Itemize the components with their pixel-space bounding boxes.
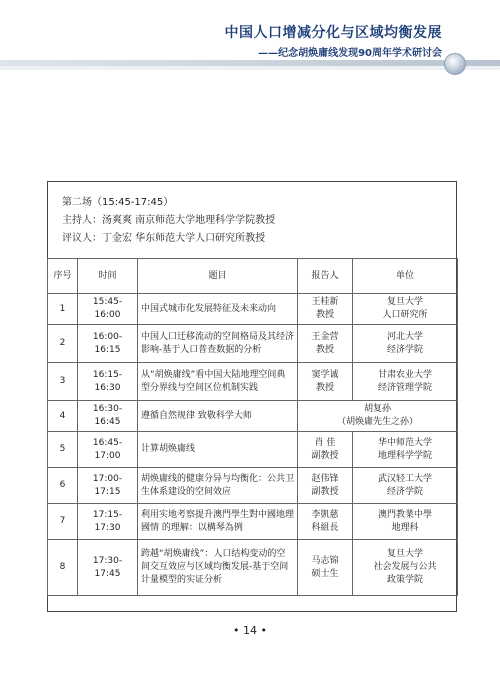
row-topic: 计算胡焕庸线 [138, 432, 298, 468]
row-time: 17:15-17:30 [78, 504, 138, 540]
conference-subtitle: ——纪念胡焕庸线发现90周年学术研讨会 [258, 48, 442, 59]
row-speaker: 马志锦 硕士生 [298, 540, 353, 596]
row-time: 16:15-16:30 [78, 363, 138, 401]
row-unit: 澳門教業中學 地理科 [353, 504, 458, 540]
row-number: 4 [48, 401, 78, 432]
row-unit: 复旦大学 社会发展与公共 政策学院 [353, 540, 458, 596]
table-row [48, 325, 458, 363]
table-body [48, 294, 458, 596]
row-topic: 利用实地考察提升澳門學生對中國地理國情 的理解：以構琴為例 [138, 504, 298, 540]
row-time: 17:00-17:15 [78, 468, 138, 504]
row-time: 16:30-16:45 [78, 401, 138, 432]
row-unit: 武汉轻工大学 经济学院 [353, 468, 458, 504]
row-speaker: 王桂新 教授 [298, 294, 353, 325]
header-band-light [0, 66, 500, 70]
row-topic: 遵循自然规律 致敬科学大师 [138, 401, 298, 432]
row-topic: 中国人口迁移流动的空间格局及其经济影响-基于人口普查数据的分析 [138, 325, 298, 363]
table-row [48, 432, 458, 468]
header-topic: 题目 [138, 259, 298, 294]
header-speaker: 报告人 [298, 259, 353, 294]
row-topic: 中国式城市化发展特征及未来动向 [138, 294, 298, 325]
header-time: 时间 [78, 259, 138, 294]
row-number: 1 [48, 294, 78, 325]
row-unit: 甘肃农业大学 经济管理学院 [353, 363, 458, 401]
row-unit: 华中师范大学 地理科学学院 [353, 432, 458, 468]
page-header [0, 0, 500, 100]
conference-title: 中国人口增减分化与区域均衡发展 [224, 25, 442, 41]
row-time: 17:30-17:45 [78, 540, 138, 596]
row-topic: 跨越“胡焕庸线”：人口结构变动的空间交互效应与区域均衡发展-基于空间计量模型的实证分析 [138, 540, 298, 596]
row-time: 16:45-17:00 [78, 432, 138, 468]
table-row [48, 504, 458, 540]
row-speaker: 李凱慈 科組長 [298, 504, 353, 540]
table-row [48, 363, 458, 401]
header-no: 序号 [48, 259, 78, 294]
row-number: 3 [48, 363, 78, 401]
header-unit: 单位 [353, 259, 458, 294]
row-speaker-unit: 胡复孙 （胡焕庸先生之孙） [298, 401, 458, 432]
session-info [48, 182, 456, 248]
globe-orb-icon [444, 53, 466, 75]
row-speaker: 肖 佳 副教授 [298, 432, 353, 468]
page-number: • 14 • [233, 624, 267, 637]
table-header-row [48, 259, 458, 294]
session-title: 第二场（15:45-17:45） [62, 197, 174, 208]
row-speaker: 窦学诚 教授 [298, 363, 353, 401]
row-number: 8 [48, 540, 78, 596]
row-unit: 复旦大学 人口研究所 [353, 294, 458, 325]
row-topic: 胡焕庸线的健康分异与均衡化：公共卫生体系建设的空间效应 [138, 468, 298, 504]
row-time: 15:45-16:00 [78, 294, 138, 325]
row-number: 6 [48, 468, 78, 504]
row-unit: 河北大学 经济学院 [353, 325, 458, 363]
table-row [48, 294, 458, 325]
row-number: 5 [48, 432, 78, 468]
row-time: 16:00-16:15 [78, 325, 138, 363]
row-topic: 从“胡焕庸线”看中国大陆地理空间典型分界线与空间区位机制实践 [138, 363, 298, 401]
schedule-table [47, 258, 458, 596]
row-speaker: 王金营 教授 [298, 325, 353, 363]
table-row [48, 468, 458, 504]
row-number: 7 [48, 504, 78, 540]
session-host: 主持人：汤爽爽 南京师范大学地理科学学院教授 [62, 215, 276, 226]
table-row [48, 401, 458, 432]
session-box [47, 181, 457, 612]
session-reviewer: 评议人：丁金宏 华东师范大学人口研究所教授 [62, 233, 266, 244]
row-number: 2 [48, 325, 78, 363]
row-speaker: 赵伟锋 副教授 [298, 468, 353, 504]
table-row [48, 540, 458, 596]
